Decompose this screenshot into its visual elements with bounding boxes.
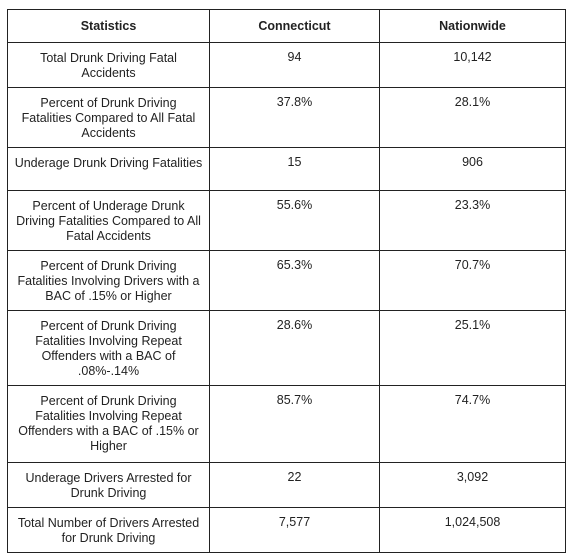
connecticut-value: 55.6% (210, 191, 380, 251)
nationwide-value: 10,142 (380, 43, 566, 88)
connecticut-value: 22 (210, 463, 380, 508)
connecticut-value: 7,577 (210, 508, 380, 553)
statistic-label: Percent of Underage Drunk Driving Fatalities Compared to All Fatal Accidents (8, 191, 210, 251)
nationwide-value: 23.3% (380, 191, 566, 251)
nationwide-value: 906 (380, 148, 566, 191)
nationwide-value: 25.1% (380, 311, 566, 386)
header-nationwide: Nationwide (380, 10, 566, 43)
table-row (8, 386, 566, 463)
statistics-table (7, 9, 566, 553)
statistic-label: Underage Drivers Arrested for Drunk Driving (8, 463, 210, 508)
header-row (8, 10, 566, 43)
statistic-label: Underage Drunk Driving Fatalities (8, 148, 210, 191)
connecticut-value: 94 (210, 43, 380, 88)
nationwide-value: 1,024,508 (380, 508, 566, 553)
table-row (8, 43, 566, 88)
table-row (8, 311, 566, 386)
nationwide-value: 74.7% (380, 386, 566, 463)
statistic-label: Total Number of Drivers Arrested for Drunk Driving (8, 508, 210, 553)
connecticut-value: 37.8% (210, 88, 380, 148)
statistic-label: Total Drunk Driving Fatal Accidents (8, 43, 210, 88)
nationwide-value: 70.7% (380, 251, 566, 311)
connecticut-value: 65.3% (210, 251, 380, 311)
header-connecticut: Connecticut (210, 10, 380, 43)
table-row (8, 463, 566, 508)
connecticut-value: 28.6% (210, 311, 380, 386)
statistic-label: Percent of Drunk Driving Fatalities Involving Repeat Offenders with a BAC of .15% or Higher (8, 386, 210, 463)
header-statistics: Statistics (8, 10, 210, 43)
table-row (8, 88, 566, 148)
statistic-label: Percent of Drunk Driving Fatalities Involving Drivers with a BAC of .15% or Higher (8, 251, 210, 311)
table-row (8, 191, 566, 251)
statistic-label: Percent of Drunk Driving Fatalities Involving Repeat Offenders with a BAC of .08%-.14% (8, 311, 210, 386)
connecticut-value: 15 (210, 148, 380, 191)
table-row (8, 251, 566, 311)
table-row (8, 508, 566, 553)
connecticut-value: 85.7% (210, 386, 380, 463)
table-row (8, 148, 566, 191)
nationwide-value: 3,092 (380, 463, 566, 508)
nationwide-value: 28.1% (380, 88, 566, 148)
statistic-label: Percent of Drunk Driving Fatalities Compared to All Fatal Accidents (8, 88, 210, 148)
